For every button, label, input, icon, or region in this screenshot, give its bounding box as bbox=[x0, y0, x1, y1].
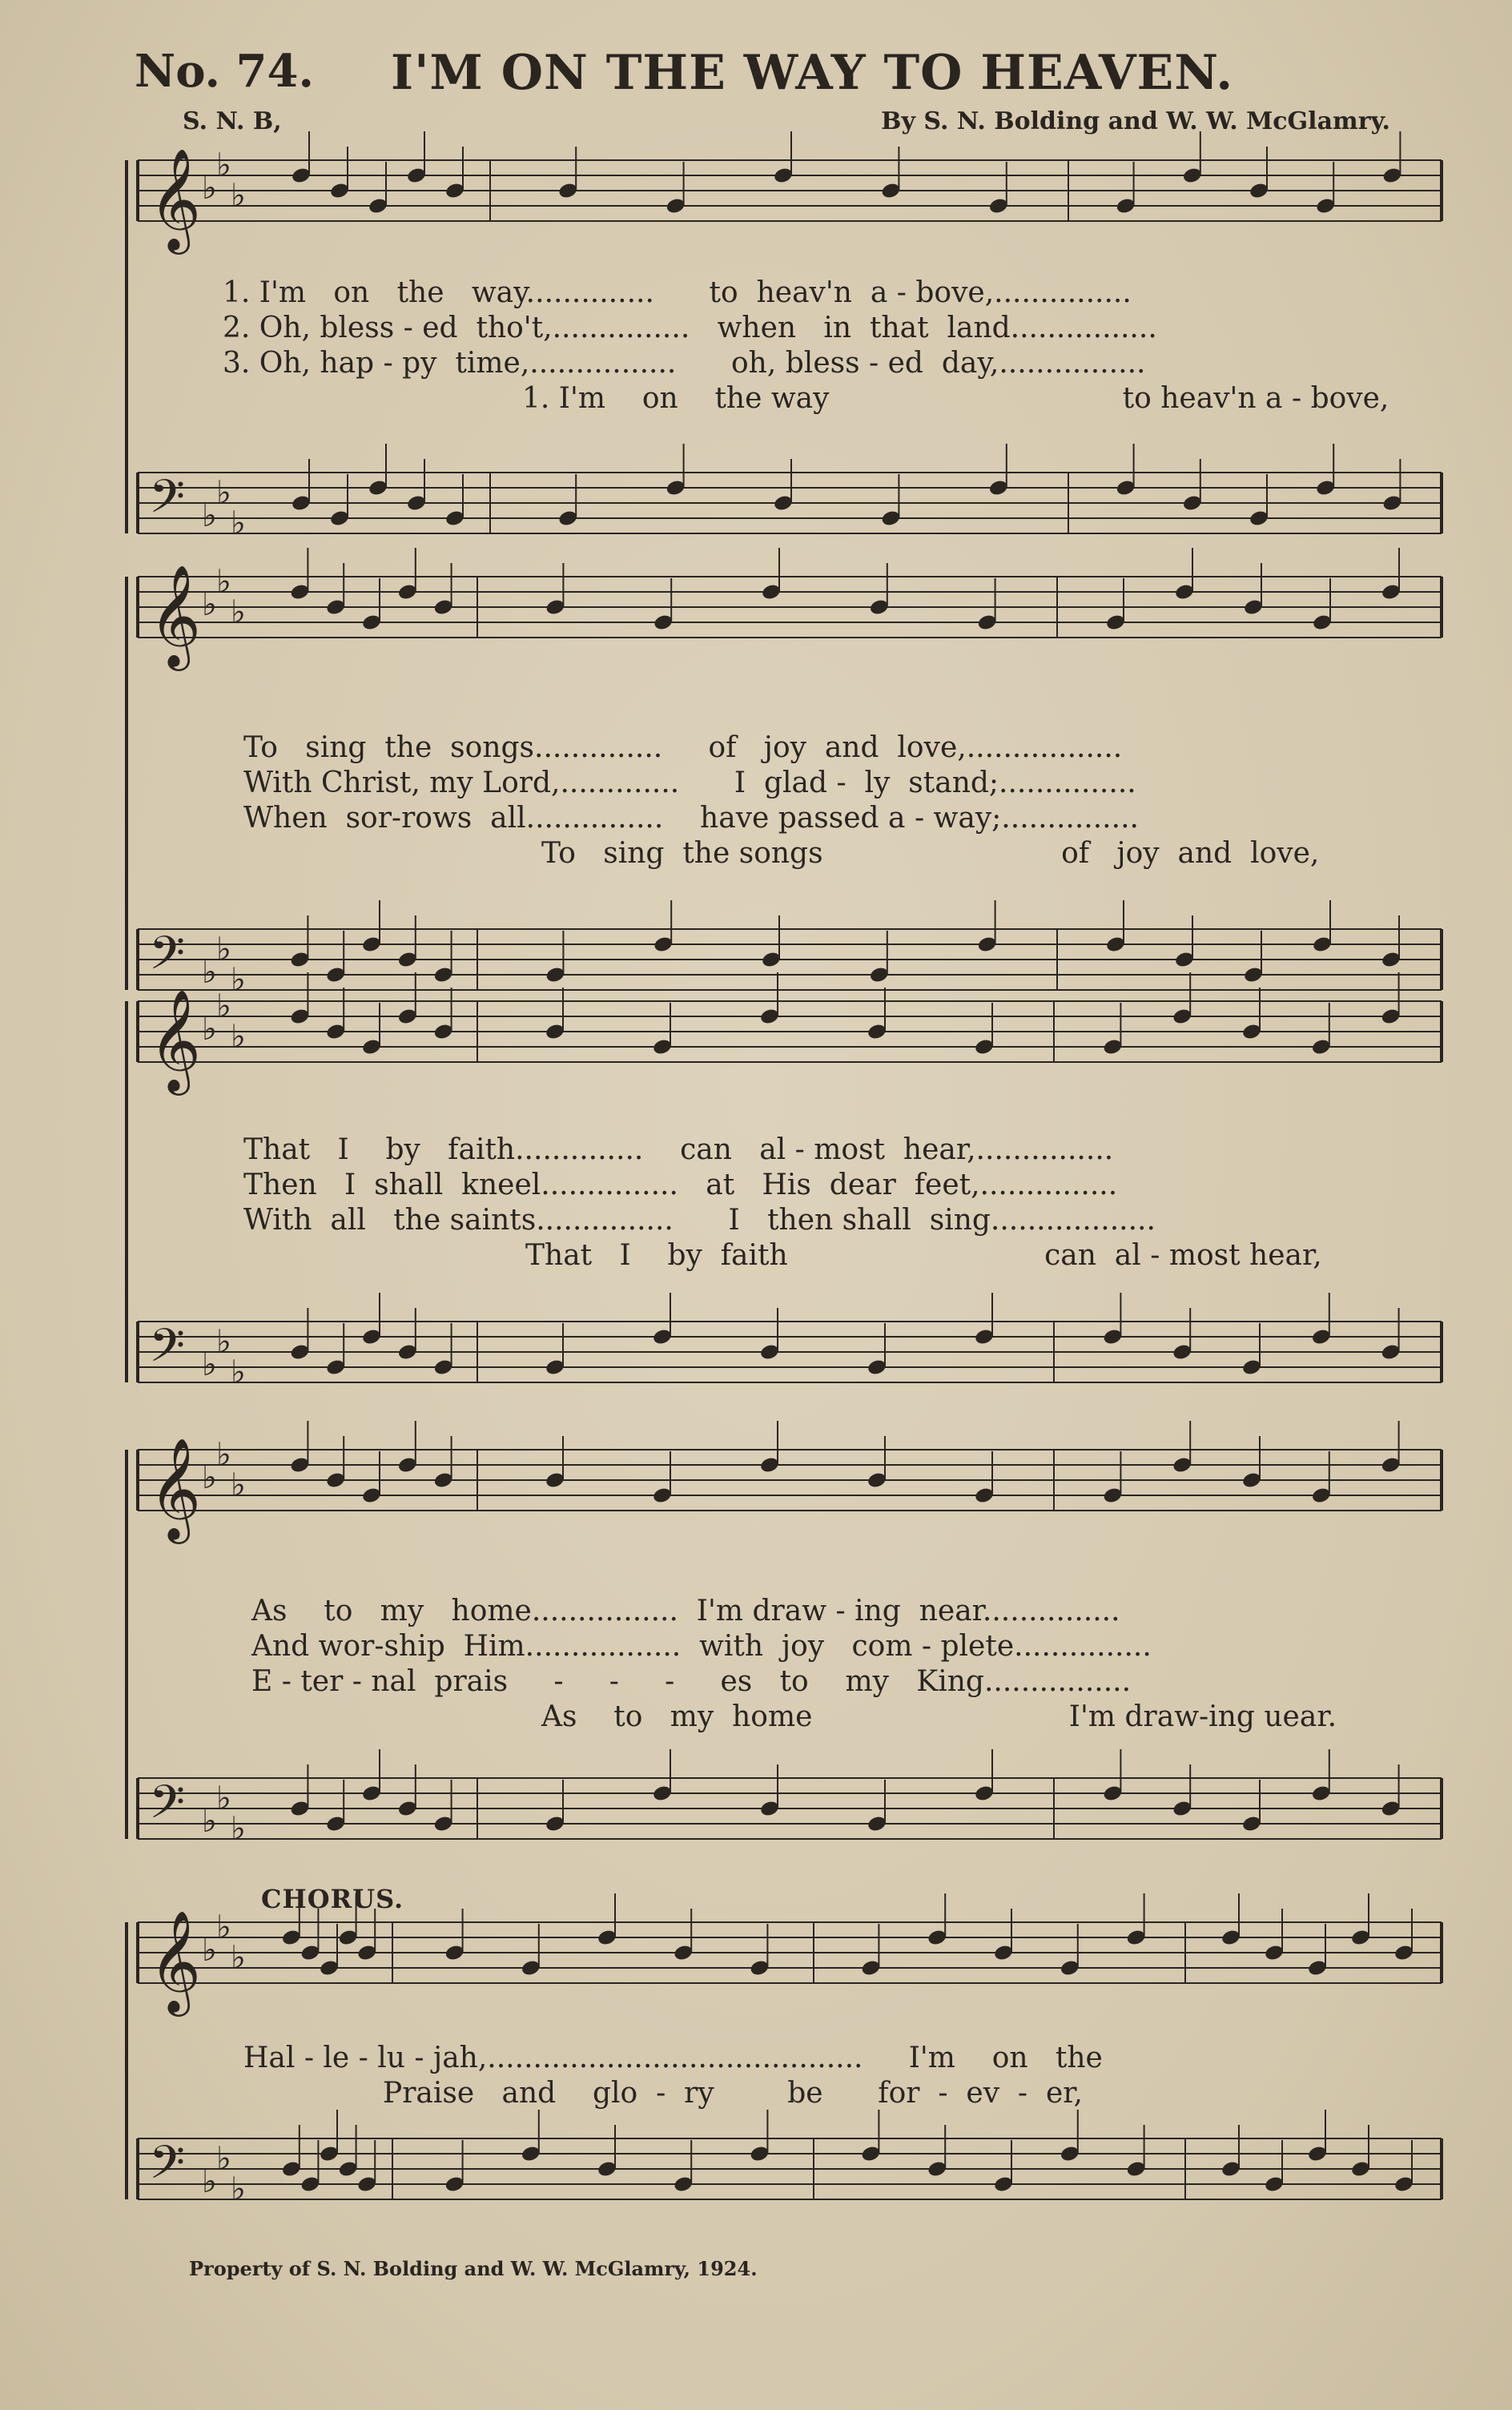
svg-text:♭: ♭ bbox=[202, 1346, 217, 1383]
svg-text:♭: ♭ bbox=[202, 497, 217, 534]
svg-text:𝄢: 𝄢 bbox=[149, 926, 186, 992]
verse-line-2: With Christ, my Lord,............. I glad - ly stand;............... bbox=[243, 766, 1136, 799]
svg-text:𝄞: 𝄞 bbox=[149, 1909, 202, 2012]
verse-line-3: With all the saints............... I then shall sing.................. bbox=[243, 1204, 1156, 1237]
bass-staff bbox=[138, 1749, 1442, 1848]
hymn-authors: By S. N. Bolding and W. W. McGlamry. bbox=[881, 107, 1390, 135]
verse-line-2: Then I shall kneel............... at His dear feet,............... bbox=[243, 1169, 1118, 1201]
svg-text:𝄞: 𝄞 bbox=[149, 564, 202, 666]
hymn-number: No. 74. bbox=[135, 45, 314, 98]
bass-lyric-line: As to my home I'm draw-ing uear. bbox=[541, 1700, 1337, 1733]
svg-text:♭: ♭ bbox=[202, 1011, 217, 1048]
verse-line-3: E - ter - nal prais - - - es to my King................ bbox=[251, 1665, 1132, 1698]
svg-text:♭: ♭ bbox=[202, 170, 217, 207]
treble-staff bbox=[138, 972, 1442, 1096]
verse-line-1: As to my home................ I'm draw - ing near............... bbox=[251, 1595, 1120, 1627]
svg-text:♭: ♭ bbox=[216, 1323, 231, 1361]
verse-line-1: 1. I'm on the way.............. to heav'n a - bove,............... bbox=[223, 276, 1132, 309]
verse-line-2: 2. Oh, bless - ed tho't,............... when in that land................ bbox=[223, 312, 1157, 344]
svg-text:♭: ♭ bbox=[216, 1780, 231, 1817]
svg-text:♭: ♭ bbox=[202, 586, 217, 623]
svg-text:♭: ♭ bbox=[231, 1939, 246, 1977]
svg-text:𝄞: 𝄞 bbox=[149, 1437, 202, 1539]
verse-line-1: That I by faith.............. can al - most hear,............... bbox=[243, 1133, 1114, 1166]
svg-text:♭: ♭ bbox=[231, 177, 246, 215]
svg-text:♭: ♭ bbox=[231, 593, 246, 631]
composer-initials: S. N. B, bbox=[183, 107, 282, 135]
svg-text:♭: ♭ bbox=[231, 1810, 246, 1848]
music-system-5-chorus bbox=[0, 1874, 1512, 2251]
music-system-4 bbox=[0, 1418, 1512, 1866]
bass-staff bbox=[138, 900, 1442, 999]
bass-lyric-line: 1. I'm on the way to heav'n a - bove, bbox=[522, 382, 1389, 415]
verse-line-3: 3. Oh, hap - py time,................ oh, bless - ed day,................ bbox=[223, 347, 1146, 380]
svg-text:♭: ♭ bbox=[216, 988, 231, 1025]
svg-text:𝄢: 𝄢 bbox=[149, 2135, 186, 2201]
verse-line-3: When sor-rows all............... have passed a - way;............... bbox=[243, 802, 1139, 835]
svg-text:♭: ♭ bbox=[216, 1909, 231, 1946]
svg-text:♭: ♭ bbox=[202, 954, 217, 991]
svg-text:♭: ♭ bbox=[202, 1803, 217, 1840]
svg-text:𝄢: 𝄢 bbox=[149, 1318, 186, 1384]
hymn-title: I'M ON THE WAY TO HEAVEN. bbox=[391, 45, 1234, 101]
svg-text:𝄞: 𝄞 bbox=[149, 988, 202, 1091]
svg-text:𝄢: 𝄢 bbox=[149, 469, 186, 535]
music-system-3 bbox=[0, 985, 1512, 1402]
chorus-label: CHORUS. bbox=[261, 1884, 404, 1914]
svg-text:♭: ♭ bbox=[231, 1467, 246, 1504]
svg-text:♭: ♭ bbox=[216, 2140, 231, 2178]
treble-staff bbox=[138, 548, 1442, 671]
svg-text:♭: ♭ bbox=[231, 1354, 246, 1391]
bass-lyric-line: Praise and glo - ry be for - ev - er, bbox=[383, 2077, 1083, 2110]
svg-text:♭: ♭ bbox=[231, 505, 246, 542]
verse-line-2: And wor-ship Him................. with joy com - plete............... bbox=[251, 1630, 1152, 1663]
svg-text:♭: ♭ bbox=[216, 1436, 231, 1474]
treble-staff bbox=[138, 1421, 1442, 1544]
svg-text:♭: ♭ bbox=[216, 474, 231, 512]
svg-text:♭: ♭ bbox=[231, 2171, 246, 2208]
bass-staff bbox=[138, 1293, 1442, 1391]
verse-line-1: To sing the songs.............. of joy and love,................. bbox=[243, 731, 1123, 764]
svg-text:♭: ♭ bbox=[216, 147, 231, 184]
svg-text:♭: ♭ bbox=[231, 961, 246, 999]
bass-staff bbox=[138, 2110, 1442, 2208]
svg-text:𝄢: 𝄢 bbox=[149, 1775, 186, 1841]
bass-lyric-line: To sing the songs of joy and love, bbox=[541, 837, 1320, 870]
svg-text:♭: ♭ bbox=[216, 563, 231, 601]
music-system-1 bbox=[0, 144, 1512, 561]
chorus-lyric-line: Hal - le - lu - jah,......................................... I'm on the bbox=[243, 2042, 1103, 2074]
bass-lyric-line: That I by faith can al - most hear, bbox=[525, 1239, 1322, 1272]
svg-text:♭: ♭ bbox=[202, 1932, 217, 1969]
treble-staff bbox=[138, 131, 1442, 255]
copyright-notice: Property of S. N. Bolding and W. W. McGlamry, 1924. bbox=[189, 2257, 758, 2280]
svg-text:♭: ♭ bbox=[231, 1018, 246, 1056]
music-system-2 bbox=[0, 561, 1512, 999]
bass-staff bbox=[138, 444, 1442, 542]
svg-text:♭: ♭ bbox=[202, 1459, 217, 1496]
svg-text:♭: ♭ bbox=[216, 931, 231, 968]
svg-text:♭: ♭ bbox=[202, 2163, 217, 2200]
svg-text:𝄞: 𝄞 bbox=[149, 147, 202, 250]
